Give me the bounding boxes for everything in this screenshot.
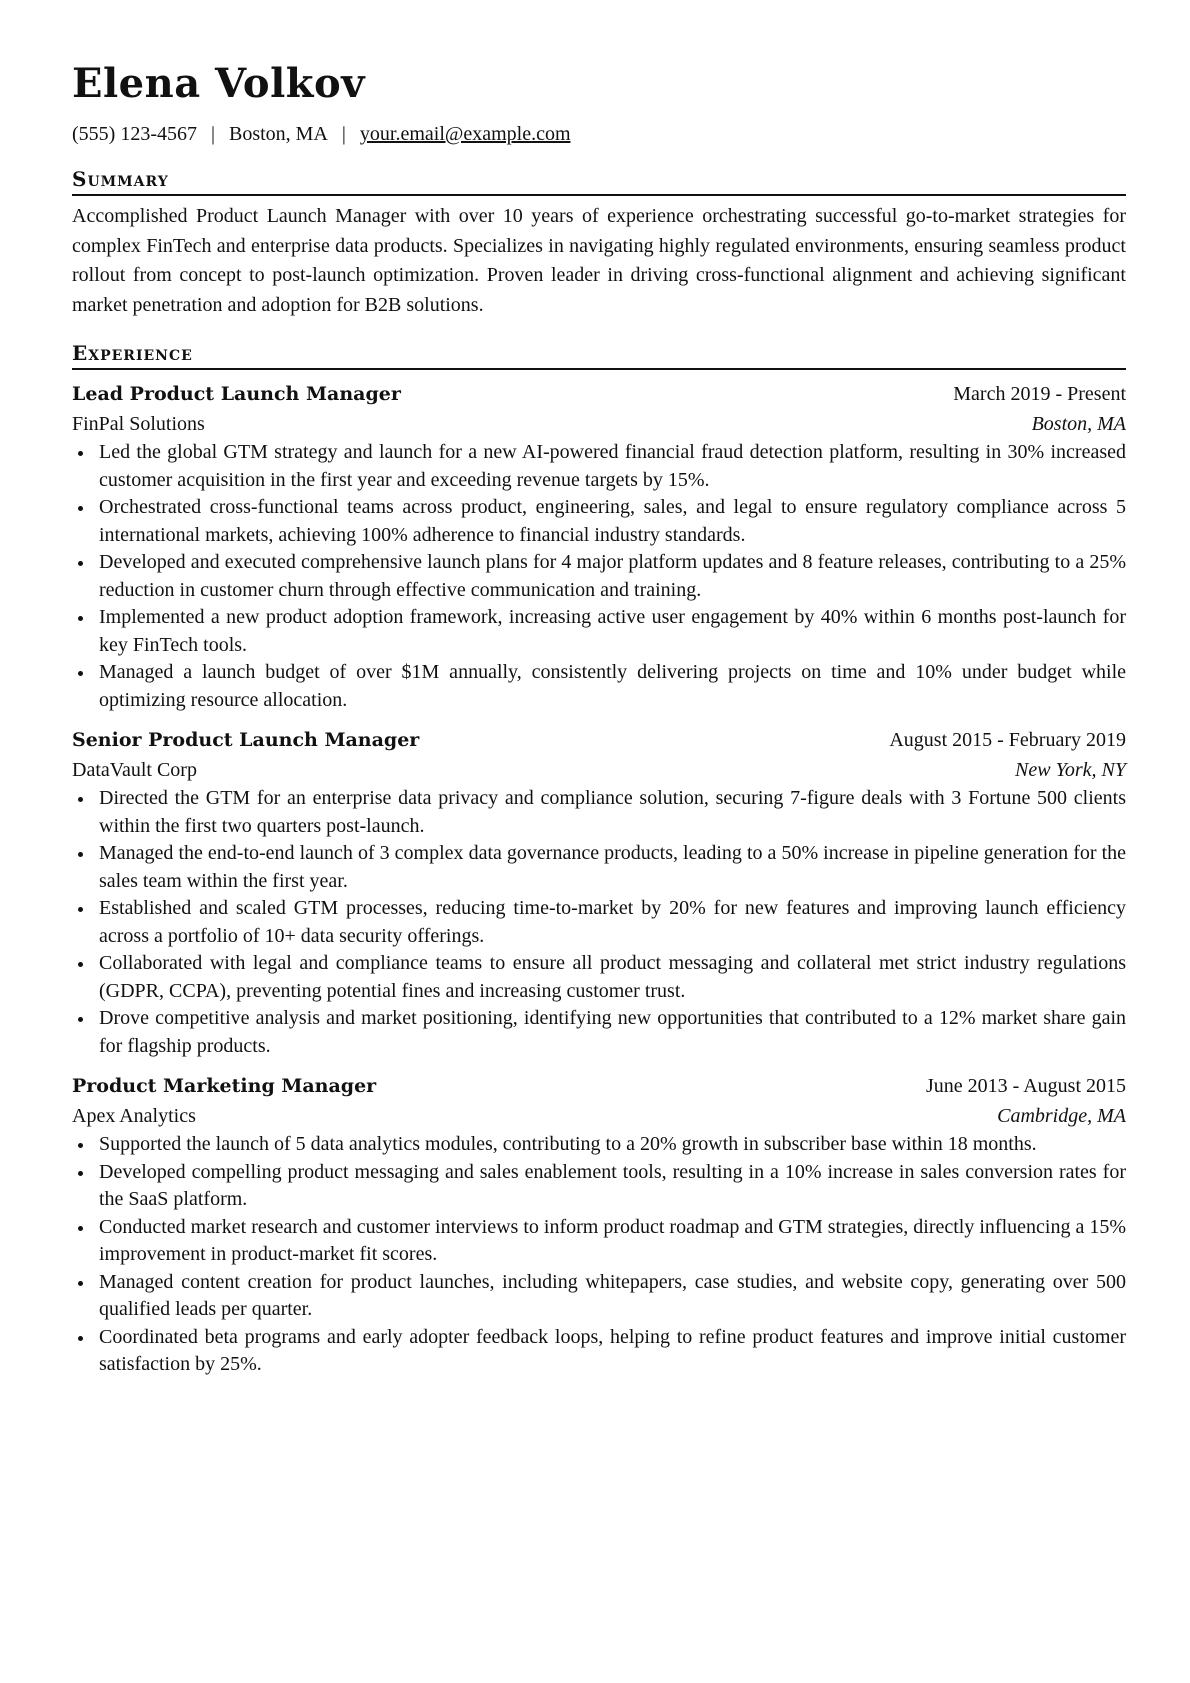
job-entry <box>72 380 1126 714</box>
location: Boston, MA <box>229 123 328 145</box>
job-bullets <box>72 439 1126 714</box>
bullet-item: Collaborated with legal and compliance teams to ensure all product messaging and collateral met strict industry regulations (GDPR, CCPA), preventing potential fines and increasing customer trust. <box>72 950 1126 1005</box>
contact-separator: | <box>341 123 346 145</box>
bullet-item: Conducted market research and customer interviews to inform product roadmap and GTM strategies, directly influencing a 15% improvement in product-market fit scores. <box>72 1214 1126 1269</box>
job-title: Product Marketing Manager <box>72 1075 377 1097</box>
job-company: FinPal Solutions <box>72 412 205 435</box>
bullet-item: Orchestrated cross-functional teams across product, engineering, sales, and legal to ensure regulatory compliance across 5 international markets, achieving 100% adherence to financial industry standards. <box>72 494 1126 549</box>
summary-text: Accomplished Product Launch Manager with over 10 years of experience orchestrating successful go-to-market strategies for complex FinTech and enterprise data products. Specializes in navigating highly regulated environments, ensuring seamless product rollout from concept to post-launch optimization. Proven leader in driving cross-functional alignment and achieving significant market penetration and adoption for B2B solutions. <box>72 205 1126 316</box>
bullet-item: Developed compelling product messaging and sales enablement tools, resulting in a 10% increase in sales conversion rates for the SaaS platform. <box>72 1159 1126 1214</box>
job-location: Boston, MA <box>1031 412 1126 435</box>
job-entry <box>72 1072 1126 1379</box>
experience-heading: Experience <box>72 340 1126 370</box>
bullet-item: Led the global GTM strategy and launch for a new AI-powered financial fraud detection platform, resulting in 30% increased customer acquisition in the first year and exceeding revenue targets by 15%. <box>72 439 1126 494</box>
summary-section <box>72 166 1126 320</box>
bullet-item: Managed content creation for product launches, including whitepapers, case studies, and website copy, generating over 500 qualified leads per quarter. <box>72 1269 1126 1324</box>
summary-heading: Summary <box>72 166 1126 196</box>
job-bullets <box>72 785 1126 1060</box>
resume-page <box>72 58 1126 1379</box>
candidate-name: Elena Volkov <box>72 60 365 107</box>
bullet-item: Implemented a new product adoption framework, increasing active user engagement by 40% within 6 months post-launch for key FinTech tools. <box>72 604 1126 659</box>
bullet-item: Drove competitive analysis and market positioning, identifying new opportunities that contributed to a 12% market share gain for flagship products. <box>72 1005 1126 1060</box>
job-title: Lead Product Launch Manager <box>72 383 401 405</box>
email-link[interactable]: your.email@example.com <box>359 123 571 145</box>
phone-number: (555) 123-4567 <box>72 123 197 145</box>
job-title: Senior Product Launch Manager <box>72 729 420 751</box>
job-dates: March 2019 - Present <box>953 383 1126 405</box>
bullet-item: Managed the end-to-end launch of 3 complex data governance products, leading to a 50% increase in pipeline generation for the sales team within the first year. <box>72 840 1126 895</box>
job-dates: June 2013 - August 2015 <box>926 1075 1126 1097</box>
bullet-item: Established and scaled GTM processes, reducing time-to-market by 20% for new features and improving launch efficiency across a portfolio of 10+ data security offerings. <box>72 895 1126 950</box>
bullet-item: Coordinated beta programs and early adopter feedback loops, helping to refine product features and improve initial customer satisfaction by 25%. <box>72 1324 1126 1379</box>
bullet-item: Developed and executed comprehensive launch plans for 4 major platform updates and 8 feature releases, contributing to a 25% reduction in customer churn through effective communication and training. <box>72 549 1126 604</box>
bullet-item: Managed a launch budget of over $1M annually, consistently delivering projects on time and 10% under budget while optimizing resource allocation. <box>72 659 1126 714</box>
resume-header <box>72 58 1126 148</box>
contact-line <box>72 120 1126 148</box>
contact-separator: | <box>210 123 215 145</box>
job-company: DataVault Corp <box>72 758 197 781</box>
job-bullets <box>72 1131 1126 1379</box>
job-location: New York, NY <box>1015 758 1126 781</box>
experience-section <box>72 340 1126 1379</box>
job-entry <box>72 726 1126 1060</box>
bullet-item: Directed the GTM for an enterprise data privacy and compliance solution, securing 7-figure deals with 3 Fortune 500 clients within the first two quarters post-launch. <box>72 785 1126 840</box>
bullet-item: Supported the launch of 5 data analytics modules, contributing to a 20% growth in subscriber base within 18 months. <box>72 1131 1126 1159</box>
job-dates: August 2015 - February 2019 <box>889 729 1126 751</box>
job-company: Apex Analytics <box>72 1104 196 1127</box>
job-location: Cambridge, MA <box>997 1104 1126 1127</box>
